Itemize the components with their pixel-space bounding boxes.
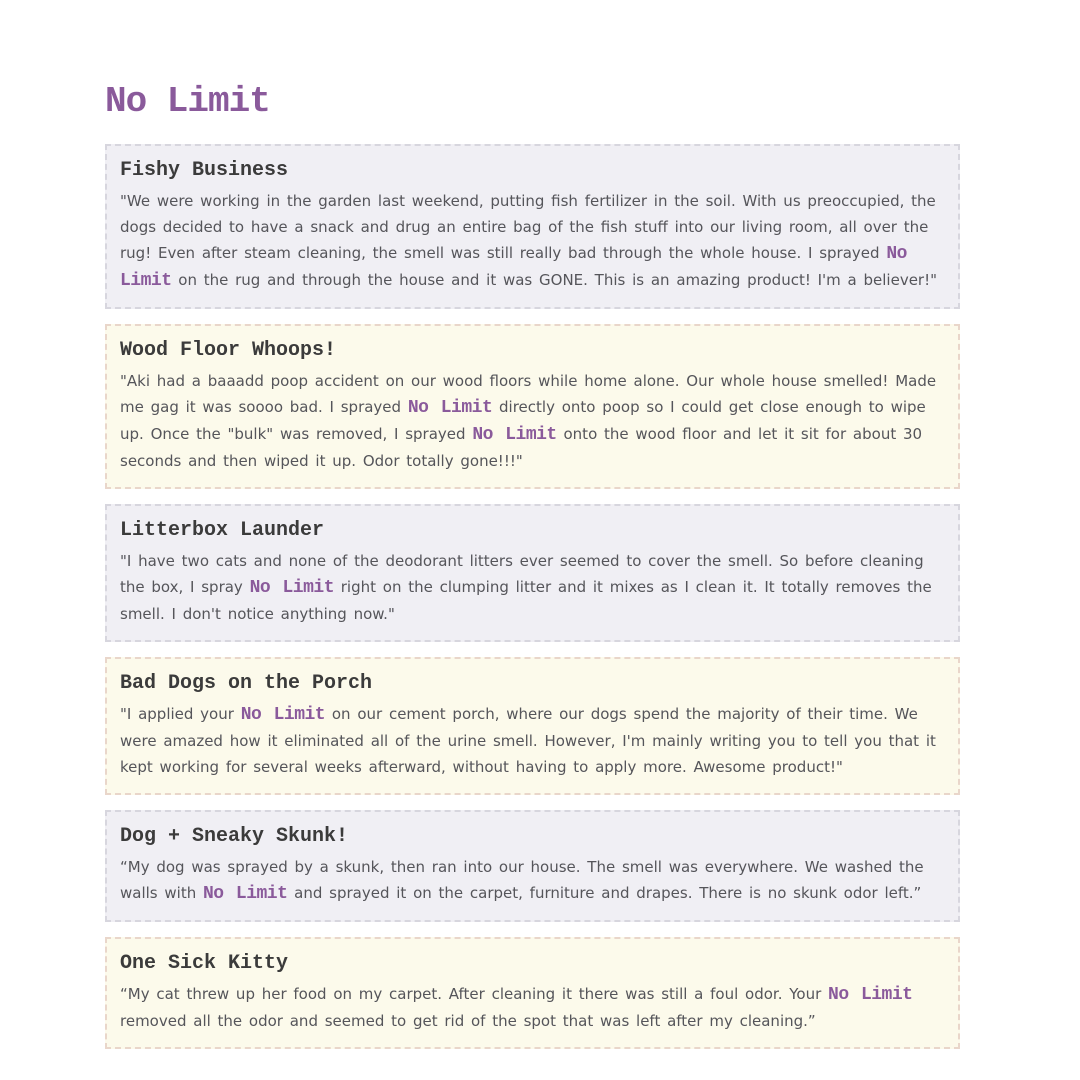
page-title: No Limit bbox=[105, 81, 270, 122]
testimonial-body: "Aki had a baaadd poop accident on our wood floors while home alone. Our whole house smelled! Made me gag it was soooo bad. I sprayed No Limit directly onto poop so I could get close enough to wipe up. Once the "bulk" was removed, I sprayed No Limit onto the wood floor and let it sit for about 30 seconds and then wiped it up. Odor totally gone!!!" bbox=[120, 372, 937, 470]
brand-mention: No Limit bbox=[249, 578, 334, 598]
testimonial-title: Dog + Sneaky Skunk! bbox=[120, 825, 349, 848]
testimonial-card bbox=[105, 324, 960, 489]
testimonial-title: Bad Dogs on the Porch bbox=[120, 672, 373, 695]
testimonial-card bbox=[105, 657, 960, 795]
testimonial-title: Fishy Business bbox=[120, 159, 289, 182]
brand-mention: No Limit bbox=[240, 705, 326, 725]
testimonial-card bbox=[105, 144, 960, 309]
testimonial-body: "I have two cats and none of the deodorant litters ever seemed to cover the smell. So before cleaning the box, I spray No Limit right on the clumping litter and it mixes as I clean it. It totally removes the smell. I don't notice anything now." bbox=[120, 552, 932, 623]
brand-mention: No Limit bbox=[472, 425, 557, 445]
testimonials-page bbox=[105, 81, 960, 1064]
brand-mention: No Limit bbox=[407, 398, 493, 418]
testimonial-title: Litterbox Launder bbox=[120, 519, 325, 542]
brand-mention: No Limit bbox=[828, 985, 913, 1005]
testimonial-title: One Sick Kitty bbox=[120, 952, 289, 975]
testimonial-title: Wood Floor Whoops! bbox=[120, 339, 337, 362]
testimonial-body: “My dog was sprayed by a skunk, then ran into our house. The smell was everywhere. We washed the walls with No Limit and sprayed it on the carpet, furniture and drapes. There is no skunk odor left.” bbox=[120, 858, 924, 904]
testimonial-card bbox=[105, 504, 960, 642]
testimonial-body: "We were working in the garden last weekend, putting fish fertilizer in the soil. With us preoccupied, the dogs decided to have a snack and drug an entire bag of the fish stuff into our living room, all over the rug! Even after steam cleaning, the smell was still really bad through the whole house. I sprayed No Limit on the rug and through the house and it was GONE. This is an amazing product! I'm a believer!" bbox=[120, 192, 938, 291]
brand-mention: No Limit bbox=[202, 884, 288, 904]
brand-mention: No Limit bbox=[120, 244, 907, 291]
testimonial-card bbox=[105, 810, 960, 922]
testimonial-body: "I applied your No Limit on our cement porch, where our dogs spend the majority of their time. We were amazed how it eliminated all of the urine smell. However, I'm mainly writing you to tell you that it kept working for several weeks afterward, without having to apply more. Awesome product!" bbox=[120, 705, 936, 776]
testimonial-card bbox=[105, 937, 960, 1049]
testimonial-list bbox=[105, 144, 960, 1049]
testimonial-body: “My cat threw up her food on my carpet. After cleaning it there was still a foul odor. Your No Limit removed all the odor and seemed to get rid of the spot that was left after my cleaning.” bbox=[120, 985, 913, 1030]
